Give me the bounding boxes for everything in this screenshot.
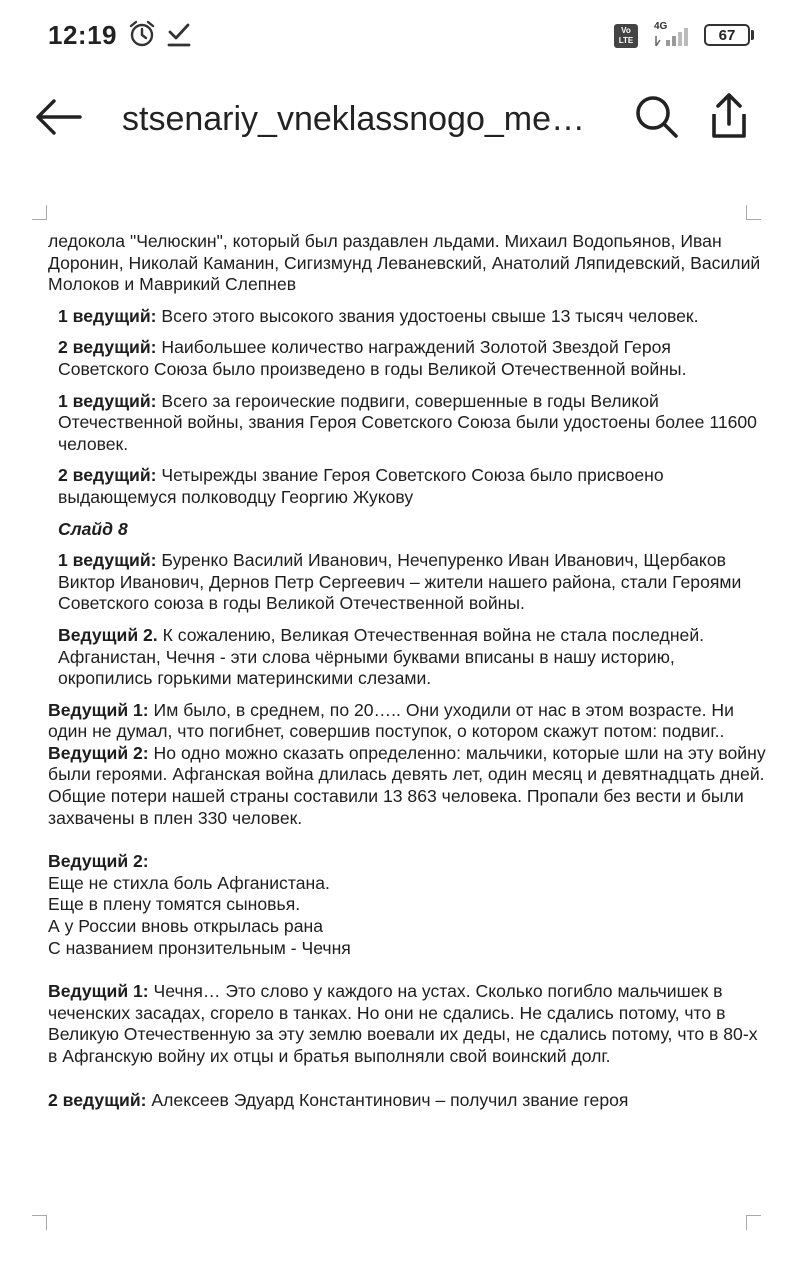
document-page[interactable] (0, 205, 802, 1245)
slide-label: Слайд 8 (58, 518, 128, 539)
paragraph-text: Всего за героические подвиги, совершенные в годы Великой Отечественной войны, звания Героя Советского Союза были удостоены более 11600 человек. (58, 390, 757, 454)
poem-line: А у России вновь открылась рана (48, 916, 323, 937)
paragraph (48, 743, 766, 829)
battery-indicator: 67 (704, 24, 750, 46)
paragraph (48, 391, 766, 456)
poem-speaker (48, 851, 766, 873)
speaker-label: Ведущий 2. (58, 624, 158, 645)
poem-line: Еще в плену томятся сыновья. (48, 894, 301, 915)
page-corner-top-right (746, 205, 761, 220)
speaker-label: 1 ведущий: (58, 390, 157, 411)
speaker-label: 2 ведущий: (48, 1089, 147, 1110)
paragraph-text: Но одно можно сказать определенно: мальчики, которые шли на эту войну были героями. Афганская война длилась девять лет, один месяц и девятнадцать дней. Общие потери нашей страны составили 13 863 человека. Пропали без вести и были захвачены в плен 330 человек. (48, 742, 766, 828)
share-icon[interactable] (704, 90, 754, 142)
speaker-label: Ведущий 2: (48, 742, 149, 763)
page-corner-bottom-right (746, 1215, 761, 1230)
battery-cap (751, 30, 754, 40)
paragraph (48, 1090, 766, 1112)
document-text (48, 231, 766, 1111)
speaker-label: 1 ведущий: (58, 305, 157, 326)
arrow-left-icon[interactable] (32, 94, 84, 140)
paragraph-text: Наибольшее количество награждений Золотой Звездой Героя Советского Союза было произведено в годы Великой Отечественной войны. (58, 337, 687, 379)
paragraph-text: К сожалению, Великая Отечественная война не стала последней. Афганистан, Чечня - эти слова чёрными буквами вписаны в нашу историю, окропились горькими материнскими слезами. (58, 624, 705, 689)
paragraph (48, 465, 766, 508)
signal-icon (652, 18, 694, 50)
status-bar (0, 0, 802, 76)
paragraph-text: Им было, в среднем, по 20….. Они уходили от нас в этом возрасте. Ни один не думал, что погибнет, совершив поступок, о котором скажут потом: подвиг.. (48, 699, 734, 742)
paragraph: ледокола "Челюскин", который был раздавлен льдами. Михаил Водопьянов, Иван Доронин, Николай Каманин, Сигизмунд Леваневский, Анатолий Ляпидевский, Василий Молоков и Маврикий Слепнев (48, 231, 761, 295)
paragraph (48, 337, 766, 380)
page-corner-top-left (32, 205, 47, 220)
speaker-label: 2 ведущий: (58, 337, 157, 358)
paragraph (48, 700, 766, 743)
app-bar (0, 76, 802, 162)
paragraph (48, 550, 766, 615)
paragraph-text: Чечня… Это слово у каждого на устах. Сколько погибло мальчишек в чеченских засадах, сгорело в танках. Но они не сдались. Не сдались потому, что в Великую Отечественную за эту землю воевали их деды, не сдались потому, что в 80-х в Афганскую войну их отцы и братья выполняли свой воинский долг. (48, 981, 758, 1066)
paragraph (48, 306, 766, 328)
speaker-label: 1 ведущий: (58, 550, 157, 571)
speaker-label: 2 ведущий: (58, 465, 157, 486)
paragraph-text: Алексеев Эдуард Константинович – получил звание героя (146, 1089, 629, 1110)
speaker-label: Ведущий 2: (48, 851, 149, 872)
status-time: 12:19 (48, 20, 117, 50)
document-title: stsenariy_vneklassnogo_me… (122, 100, 586, 138)
paragraph (48, 625, 766, 690)
check-download-icon (166, 20, 192, 48)
paragraph-text: Всего этого высокого звания удостоены свыше 13 тысяч человек. (156, 305, 699, 326)
page-corner-bottom-left (32, 1215, 47, 1230)
paragraph-text: Четырежды звание Героя Советского Союза было присвоено выдающемуся полководцу Георгию Жукову (58, 465, 664, 507)
speaker-label: Ведущий 1: (48, 699, 149, 720)
poem-line: С названием пронзительным - Чечня (48, 937, 351, 958)
volte-icon: Vo LTE (614, 24, 638, 48)
network-type: 4G (654, 21, 668, 32)
poem-line: Еще не стихла боль Афганистана. (48, 872, 330, 893)
alarm-clock-icon (128, 20, 156, 48)
speaker-label: Ведущий 1: (48, 981, 149, 1002)
paragraph (48, 981, 766, 1067)
paragraph-text: Буренко Василий Иванович, Нечепуренко Иван Иванович, Щербаков Виктор Иванович, Дернов Петр Сергеевич – жители нашего района, стали Героями Советского союза в годы Великой Отечественной войны. (58, 550, 742, 614)
search-icon[interactable] (632, 92, 680, 140)
